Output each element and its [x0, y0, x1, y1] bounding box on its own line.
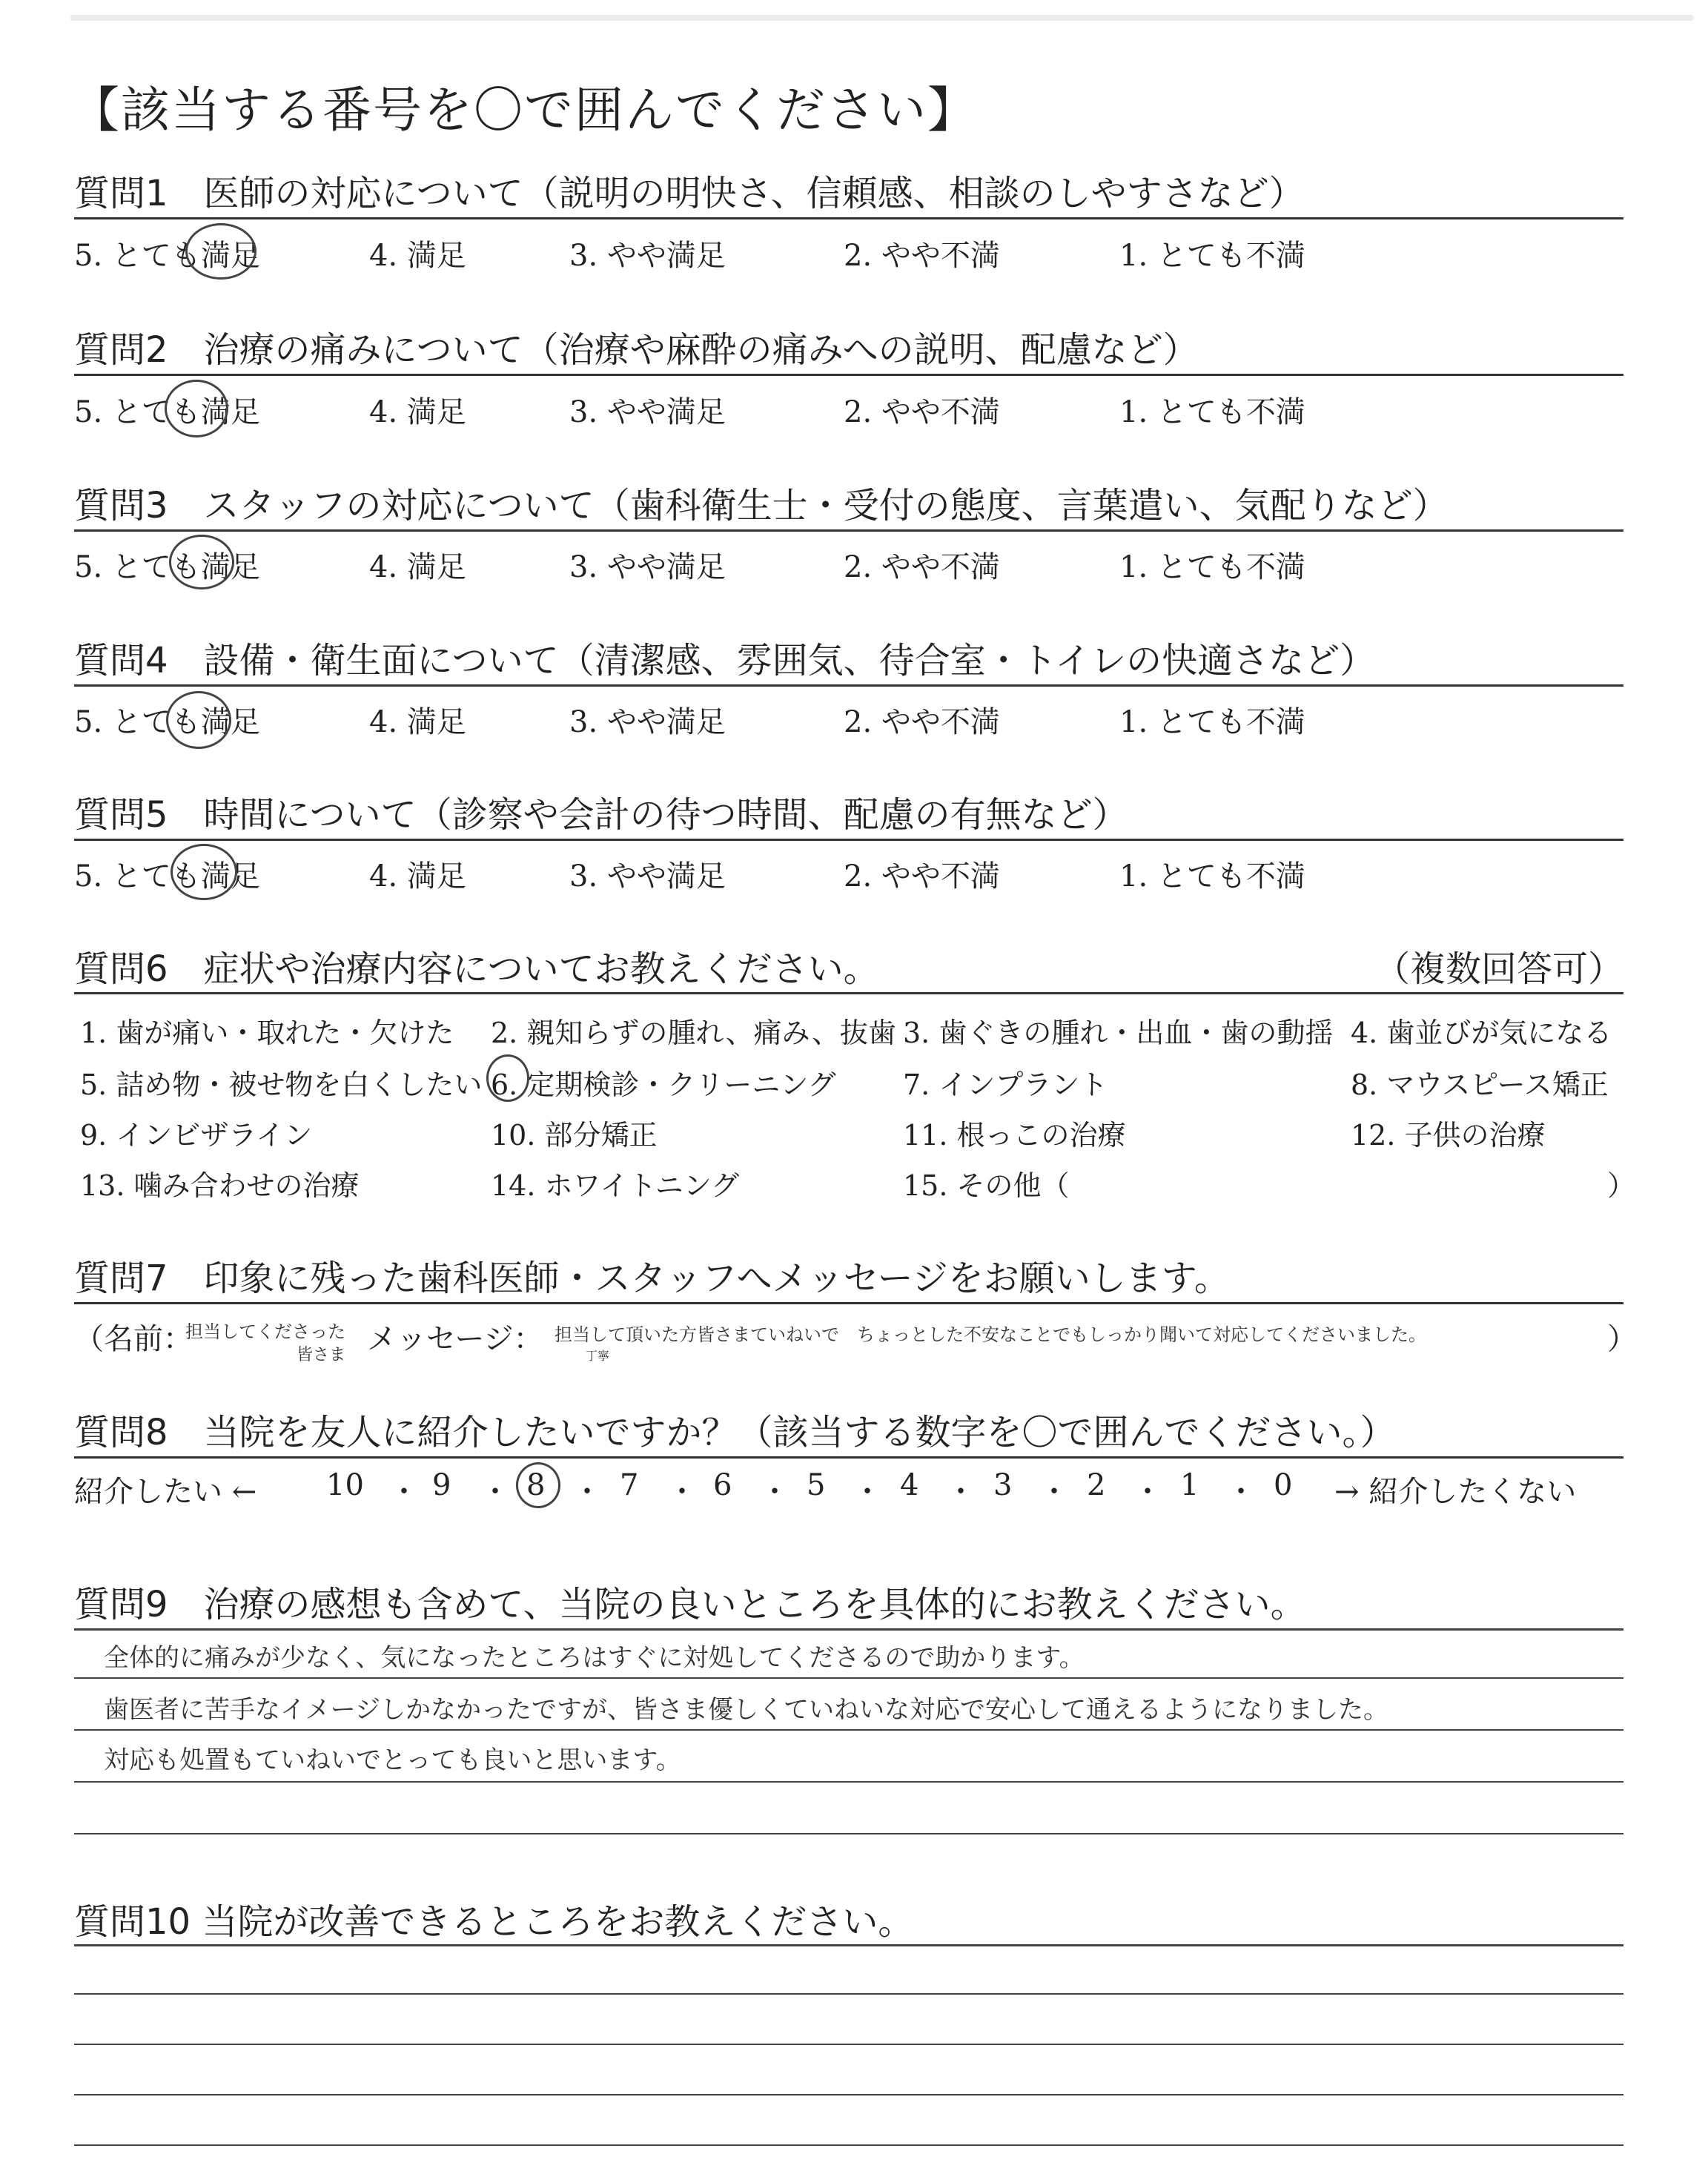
q3-selection-circle	[169, 535, 234, 589]
q6-option-9[interactable]: 9. インビザライン	[80, 1119, 313, 1152]
q6-title: 質問6 症状や治療内容についてお教えください。	[74, 948, 879, 990]
q2-rule	[74, 374, 1623, 376]
q9-answer-line-2[interactable]: 歯医者に苦手なイメージしかなかったですが、皆さま優しくていねいな対応で安心して通えるようになりました。	[104, 1695, 1388, 1725]
q6-option-12[interactable]: 12. 子供の治療	[1351, 1119, 1546, 1152]
q4-rule	[74, 684, 1623, 687]
q8-dot: ・	[760, 1475, 790, 1509]
q3-option-2[interactable]: 2. やや不満	[844, 550, 1000, 584]
q6-multi-note: （複数回答可）	[1374, 948, 1623, 990]
q2-option-1[interactable]: 1. とても不満	[1119, 395, 1305, 429]
q8-dot: ・	[1133, 1475, 1162, 1509]
q7-name-label: （名前：	[74, 1322, 193, 1356]
q8-value-4[interactable]: 4	[900, 1468, 919, 1502]
q6-option-3[interactable]: 3. 歯ぐきの腫れ・出血・歯の動揺	[903, 1017, 1334, 1049]
q7-answer	[74, 1312, 1637, 1379]
q10-rule-1	[74, 1993, 1623, 1995]
q9-rule-0	[74, 1628, 1623, 1631]
q6-option-6[interactable]: 6. 定期検診・クリーニング	[491, 1069, 836, 1101]
q4-option-1[interactable]: 1. とても不満	[1119, 705, 1305, 739]
q6-option-15[interactable]: 15. その他（	[903, 1169, 1070, 1202]
q6-option-14[interactable]: 14. ホワイトニング	[491, 1169, 740, 1202]
q7-close-paren: ）	[1607, 1322, 1637, 1356]
q6-options	[74, 1010, 1636, 1232]
q10-rule-3	[74, 2094, 1623, 2095]
q7-message-label: メッセージ：	[367, 1322, 543, 1356]
q7-message-extra: 丁寧	[586, 1349, 610, 1363]
q6-selection-circle	[486, 1054, 529, 1102]
q7-name-value-2[interactable]: 皆さま	[297, 1346, 346, 1364]
q9-rule-4	[74, 1833, 1623, 1834]
q8-value-10[interactable]: 10	[326, 1468, 364, 1502]
q6-option-10[interactable]: 10. 部分矯正	[491, 1119, 658, 1152]
q2-option-4[interactable]: 4. 満足	[369, 395, 466, 429]
q6-option-13[interactable]: 13. 噛み合わせの治療	[80, 1169, 360, 1202]
q9-rule-2	[74, 1729, 1623, 1731]
q8-dot: ・	[480, 1475, 510, 1509]
q1-rule	[74, 217, 1623, 219]
q8-dot: ・	[1226, 1475, 1256, 1509]
q9-rule-1	[74, 1677, 1623, 1679]
q1-selection-circle	[185, 223, 256, 280]
q10-rule-0	[74, 1944, 1623, 1946]
q8-value-8[interactable]: 8	[526, 1468, 546, 1502]
q9-answer-line-1[interactable]: 全体的に痛みが少なく、気になったところはすぐに対処してくださるので助かります。	[104, 1643, 1085, 1673]
q4-option-2[interactable]: 2. やや不満	[844, 705, 1000, 739]
q6-option-11[interactable]: 11. 根っこの治療	[903, 1119, 1126, 1152]
q10-rule-2	[74, 2044, 1623, 2045]
q8-value-3[interactable]: 3	[993, 1468, 1013, 1502]
q6-rule	[74, 992, 1623, 994]
q6-header	[74, 940, 1623, 992]
q6-option-1[interactable]: 1. 歯が痛い・取れた・欠けた	[80, 1017, 454, 1049]
q1-option-5[interactable]: 5. とても満足	[74, 239, 260, 273]
q3-option-1[interactable]: 1. とても不満	[1119, 550, 1305, 584]
q5-option-2[interactable]: 2. やや不満	[844, 859, 1000, 894]
q8-title: 質問8 当院を友人に紹介したいですか？（該当する数字を〇で囲んでください。）	[74, 1412, 1396, 1453]
q6-option-7[interactable]: 7. インプラント	[903, 1069, 1108, 1101]
q3-title: 質問3 スタッフの対応について（歯科衛生士・受付の態度、言葉遣い、気配りなど）	[74, 485, 1449, 526]
q3-option-5[interactable]: 5. とても満足	[74, 550, 260, 584]
q5-selection-circle	[171, 844, 237, 900]
q9-title: 質問9 治療の感想も含めて、当院の良いところを具体的にお教えください。	[74, 1584, 1306, 1625]
q2-option-2[interactable]: 2. やや不満	[844, 395, 1000, 429]
q8-dot: ・	[667, 1475, 697, 1509]
q5-title: 質問5 時間について（診察や会計の待つ時間、配慮の有無など）	[74, 794, 1128, 836]
q1-option-3[interactable]: 3. やや満足	[569, 239, 726, 273]
q8-value-1[interactable]: 1	[1180, 1468, 1199, 1502]
q8-dot: ・	[572, 1475, 602, 1509]
q8-value-2[interactable]: 2	[1087, 1468, 1106, 1502]
q4-title: 質問4 設備・衛生面について（清潔感、雰囲気、待合室・トイレの快適さなど）	[74, 640, 1376, 681]
q10-rule-4	[74, 2144, 1623, 2146]
q7-name-value-1[interactable]: 担当してくださった	[185, 1321, 345, 1342]
q9-answer-line-3[interactable]: 対応も処置もていねいでとっても良いと思います。	[104, 1745, 681, 1775]
q1-option-1[interactable]: 1. とても不満	[1119, 239, 1305, 273]
q6-option-15-close: ）	[1607, 1169, 1636, 1202]
q6-option-4[interactable]: 4. 歯並びが気になる	[1351, 1017, 1612, 1049]
q8-right-label: → 紹介したくない	[1334, 1475, 1577, 1509]
q9-rule-3	[74, 1781, 1623, 1783]
top-border	[70, 15, 1694, 21]
q8-value-6[interactable]: 6	[713, 1468, 732, 1502]
q4-selection-circle	[166, 691, 231, 749]
q3-option-4[interactable]: 4. 満足	[369, 550, 466, 584]
q8-dot: ・	[1039, 1475, 1069, 1509]
q8-value-7[interactable]: 7	[620, 1468, 639, 1502]
q5-option-1[interactable]: 1. とても不満	[1119, 859, 1305, 894]
q2-option-5[interactable]: 5. とても満足	[74, 395, 260, 429]
q7-title: 質問7 印象に残った歯科医師・スタッフへメッセージをお願いします。	[74, 1258, 1230, 1299]
q8-dot: ・	[389, 1475, 419, 1509]
q8-dot: ・	[946, 1475, 976, 1509]
q3-option-3[interactable]: 3. やや満足	[569, 550, 726, 584]
q8-rule	[74, 1456, 1623, 1459]
q4-option-4[interactable]: 4. 満足	[369, 705, 466, 739]
q1-title: 質問1 医師の対応について（説明の明快さ、信頼感、相談のしやすさなど）	[74, 173, 1305, 214]
q4-option-5[interactable]: 5. とても満足	[74, 705, 260, 739]
q1-option-2[interactable]: 2. やや不満	[844, 239, 1000, 273]
q6-option-2[interactable]: 2. 親知らずの腫れ、痛み、抜歯	[491, 1017, 896, 1049]
q3-rule	[74, 529, 1623, 532]
q5-option-4[interactable]: 4. 満足	[369, 859, 466, 894]
q7-rule	[74, 1302, 1623, 1304]
q8-dot: ・	[853, 1475, 882, 1509]
q1-option-4[interactable]: 4. 満足	[369, 239, 466, 273]
q2-title: 質問2 治療の痛みについて（治療や麻酔の痛みへの説明、配慮など）	[74, 329, 1199, 371]
q6-option-8[interactable]: 8. マウスピース矯正	[1351, 1069, 1609, 1101]
q2-selection-circle	[165, 380, 228, 437]
q2-option-3[interactable]: 3. やや満足	[569, 395, 726, 429]
q7-message-value[interactable]: 担当して頂いた方皆さまていねいで ちょっとした不安なことでもしっかり聞いて対応してくださいました。	[555, 1324, 1426, 1345]
q4-option-3[interactable]: 3. やや満足	[569, 705, 726, 739]
page-heading: 【該当する番号を〇で囲んでください】	[70, 82, 978, 139]
q5-option-3[interactable]: 3. やや満足	[569, 859, 726, 894]
q8-value-5[interactable]: 5	[807, 1468, 826, 1502]
q6-option-5[interactable]: 5. 詰め物・被せ物を白くしたい	[80, 1069, 483, 1101]
q10-title: 質問10 当院が改善できるところをお教えください。	[74, 1901, 914, 1943]
q8-value-0[interactable]: 0	[1274, 1468, 1293, 1502]
q5-rule	[74, 839, 1623, 841]
q5-option-5[interactable]: 5. とても満足	[74, 859, 260, 894]
q8-selection-circle	[516, 1462, 560, 1508]
q8-left-label: 紹介したい ←	[74, 1475, 257, 1509]
q8-value-9[interactable]: 9	[432, 1468, 451, 1502]
